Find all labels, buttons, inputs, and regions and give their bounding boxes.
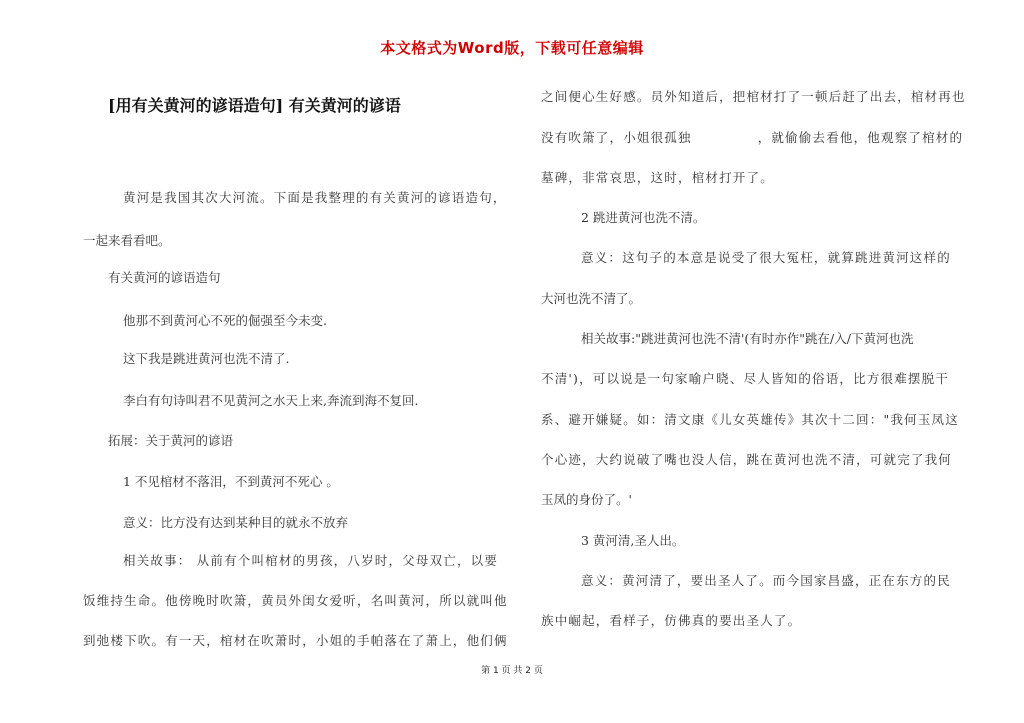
paragraph-line: 墓碑，非常哀思，这时，棺材打开了。 [541,170,774,185]
page-title: [用有关黄河的谚语造句] 有关黄河的谚语 [108,96,401,115]
paragraph-line: 意义：黄河清了，要出圣人了。而今国家昌盛，正在东方的民 [581,573,951,588]
paragraph-line: 他那不到黄河心不死的倔强至今未变. [123,313,327,328]
paragraph-line: 玉凤的身份了。' [541,492,632,507]
page-number: 第 1 页 共 2 页 [481,666,543,676]
paragraph-line: 一起来看看吧。 [83,233,171,248]
paragraph-line: 意义：比方没有达到某种目的就永不放弃 [123,515,349,530]
paragraph-fragment: 没有吹箫了，小姐很孤独 [541,130,692,145]
list-item: 2 跳进黄河也洗不清。 [581,210,706,225]
paragraph-line: 这下我是跳进黄河也洗不清了. [123,351,290,366]
paragraph-line: 系、避开嫌疑。如：清文康《儿女英雄传》其次十二回："我何玉凤这 [541,412,959,427]
paragraph-line: 族中崛起，看样子，仿佛真的要出圣人了。 [541,613,802,628]
paragraph-line: 意义：这句子的本意是说受了很大冤枉，就算跳进黄河这样的 [581,250,951,265]
paragraph-line: 个心迹，大约说破了嘴也没人信，跳在黄河也洗不清，可就完了我何 [541,452,953,467]
list-item: 3 黄河清,圣人出。 [581,533,685,548]
paragraph-line: 李白有句诗叫君不见黄河之水天上来,奔流到海不复回. [123,393,419,408]
section-heading: 有关黄河的谚语造句 [108,270,221,285]
paragraph-fragment: ，就偷偷去看他，他观察了棺材的 [757,130,964,145]
section-heading: 拓展：关于黄河的谚语 [108,433,234,448]
paragraph-line: 大河也洗不清了。 [541,291,642,306]
paragraph-line: 黄河是我国其次大河流。下面是我整理的有关黄河的谚语造句， [123,190,507,205]
download-banner: 本文格式为Word版，下载可任意编辑 [380,39,644,57]
paragraph-line: 到弛楼下吹。有一天，棺材在吹萧时，小姐的手帕落在了萧上，他们俩 [83,633,508,648]
paragraph-line: 之间便心生好感。员外知道后，把棺材打了一顿后赶了出去，棺材再也 [541,89,966,104]
paragraph-line: 饭维持生命。他傍晚时吹箫，黄员外闺女爱听，名叫黄河，所以就叫他 [83,593,508,608]
paragraph-line: 相关故事： 从前有个叫棺材的男孩，八岁时，父母双亡，以要 [123,553,499,568]
paragraph-line: 1 不见棺材不落泪，不到黄河不死心 。 [123,474,339,489]
paragraph-line: 不清')，可以说是一句家喻户晓、尽人皆知的俗语，比方很难摆脱干 [541,371,950,386]
paragraph-line: 相关故事:"跳进黄河也洗不清'(有时亦作"跳在/入/下黄河也洗 [581,331,914,346]
paragraph-line [541,128,963,146]
